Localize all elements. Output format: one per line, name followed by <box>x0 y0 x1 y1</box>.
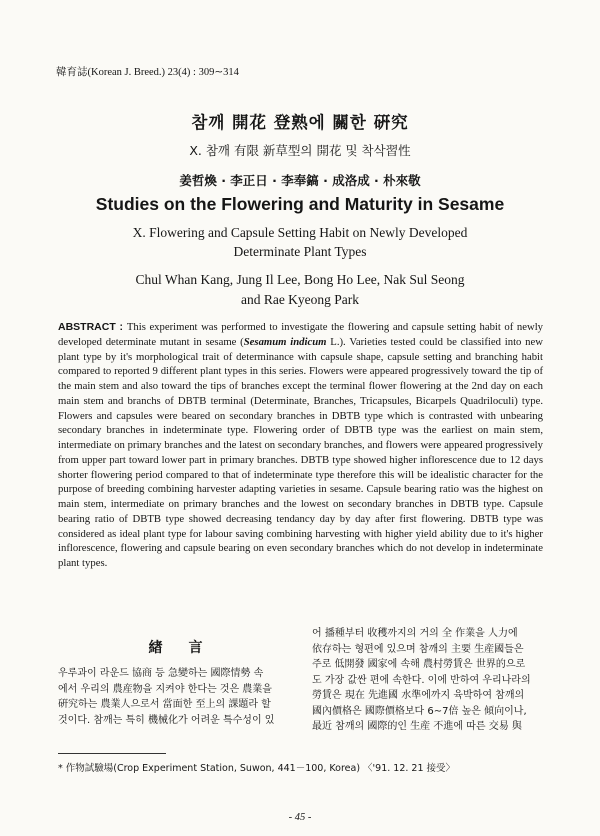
intro-line: 우루과이 라운드 協商 등 急變하는 國際情勢 속 <box>58 668 264 679</box>
intro-line: 어 播種부터 收穫까지의 거의 全 作業을 人力에 <box>312 628 518 639</box>
korean-subtitle: X. 참깨 有限 新草型의 開花 및 착삭習性 <box>189 143 411 158</box>
intro-line: 國內價格은 國際價格보다 6∼7倍 높은 傾向이나, <box>312 705 527 717</box>
english-subtitle-line-2: Determinate Plant Types <box>233 244 367 259</box>
affiliation-footnote: * 作物試驗場(Crop Experiment Station, Suwon, 441－100, Korea) 〈'91. 12. 21 接受〉 <box>58 763 456 774</box>
korean-title: 참깨 開花 登熟에 關한 硏究 <box>191 113 409 132</box>
intro-line: 에서 우리의 農産物을 지켜야 한다는 것은 農業을 <box>58 683 272 695</box>
english-subtitle <box>0 223 600 261</box>
intro-right-column <box>312 626 544 735</box>
introduction-heading: 緖言 <box>148 640 229 656</box>
english-subtitle-line-1: X. Flowering and Capsule Setting Habit on Newly Developed <box>132 225 468 240</box>
intro-left-column <box>58 666 294 728</box>
intro-line: 最近 참깨의 國際的인 生産 不進에 따른 交易 與 <box>312 721 522 732</box>
journal-citation: 韓育誌(Korean J. Breed.) 23(4) : 309∼314 <box>56 67 239 78</box>
intro-line: 도 가장 값싼 편에 속한다. 이에 반하여 우리나라의 <box>312 674 531 686</box>
species-name: Sesamum indicum <box>243 335 327 348</box>
page-number: - 45 - <box>288 812 312 823</box>
abstract-text-2: L.). Varieties tested could be classified into new plant type by it's morphological trait of determinance with capsule shape, capsule setting and branching habit compared to reported 9 different plant types in this series. Flowers were appeared progressively toward the tip of the main stem and also toward the tips of branches except the terminal flower flowering at the 2nd day on each main stem and branchs of DBTB terminal (Determinate, Branches, Tricapsules, Bicarpels Quadriloculi) type. Flowers and capsules were beared on secondary branches in DBTB type which is contrasted with unbearing secondary branches in indeterminate type. Flowering order of DBTB type was the earliest on main stem, intermediate on primary branches and the latest on secondary branches, and flowers were appeared progressively from upper part toward lower part in primary branches. DBTB type showed higher inflorescence due to 12 days shorter flowering period compared to that of indeterminate type therefore this will be idealistic character for the purpose of breeding combining harvester adapting varieties in sesame. Capsule bearing ratio was the highest on main stem, intermediate on primary branches and the lowest on secondary branches in DBTB type. Capsule bearing ratio of DBTB type showed decreasing tendancy day by day after first flowering. DBTB type was considered as ideal plant type for labour saving combining harvesting with higher yield ability due to it's higher inflorescence, flowering and capsule bearing on even secondary branches which do not develop in indeterminate plant types. <box>58 335 543 569</box>
english-title: Studies on the Flowering and Maturity in Sesame <box>95 194 505 214</box>
intro-line: 依存하는 형편에 있으며 참깨의 主要 生産國들은 <box>312 643 524 655</box>
intro-line: 硏究하는 農業人으로서 當面한 至上의 課題라 할 <box>58 699 271 710</box>
abstract-text-1: This experiment was performed to investigate the flowering and capsule setting habit of newly developed determinate mutant in sesame ( <box>58 321 544 348</box>
korean-authors: 姜哲煥 · 李正日 · 李奉鎬 · 成洛成 · 朴來敬 <box>179 173 421 188</box>
english-authors-line-2: and Rae Kyeong Park <box>240 291 360 307</box>
english-authors <box>0 270 600 309</box>
abstract <box>58 320 543 571</box>
footnote-divider <box>58 753 166 754</box>
english-authors-line-1: Chul Whan Kang, Jung Il Lee, Bong Ho Lee, Nak Sul Seong <box>135 272 465 287</box>
intro-line: 주로 低開發 國家에 속해 農村勞賃은 世界的으로 <box>312 659 526 670</box>
intro-line: 것이다. 참깨는 특히 機械化가 어려운 특수성이 있 <box>58 714 275 726</box>
abstract-label: ABSTRACT : <box>58 321 127 333</box>
intro-line: 勞賃은 現在 先進國 水準에까지 육박하여 참깨의 <box>312 690 525 701</box>
